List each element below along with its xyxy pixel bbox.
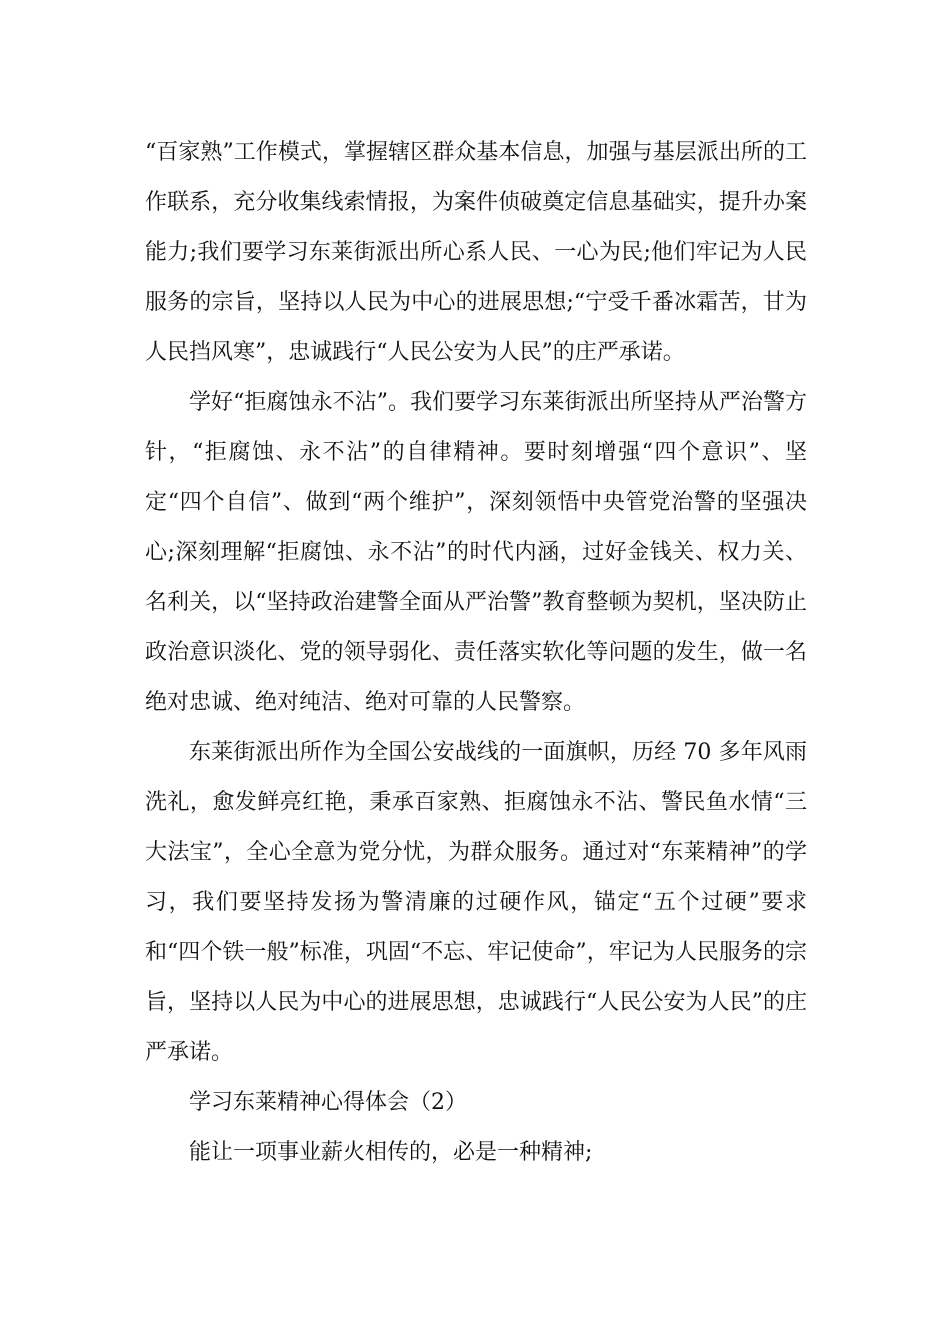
paragraph-spirit-intro: 能让一项事业薪火相传的，必是一种精神;: [189, 1140, 593, 1165]
document-body: [145, 128, 807, 1178]
paragraph-anti-corruption: 学好“拒腐蚀永不沾”。我们要学习东莱街派出所坚持从严治警方针，“拒腐蚀、永不沾”的自律精神。要时刻增强“四个意识”、坚定“四个自信”、做到“两个维护”，深刻领悟中央管党治警的坚强决心;深刻理解“拒腐蚀、永不沾”的时代内涵，过好金钱关、权力关、名利关，以“坚持政治建警全面从严治警”教育整顿为契机，坚决防止政治意识淡化、党的领导弱化、责任落实软化等问题的发生，做一名绝对忠诚、绝对纯洁、绝对可靠的人民警察。: [145, 390, 807, 715]
paragraph-donglai-station: 东莱街派出所作为全国公安战线的一面旗帜，历经 70 多年风雨洗礼，愈发鲜亮红艳，秉承百家熟、拒腐蚀永不沾、警民鱼水情“三大法宝”，全心全意为党分忧，为群众服务。通过对“东莱精神”的学习，我们要坚持发扬为警清廉的过硬作风，锚定“五个过硬”要求和“四个铁一般”标准，巩固“不忘、牢记使命”，牢记为人民服务的宗旨，坚持以人民为中心的进展思想，忠诚践行“人民公安为人民”的庄严承诺。: [145, 740, 807, 1065]
paragraph-continuation: “百家熟”工作模式，掌握辖区群众基本信息，加强与基层派出所的工作联系，充分收集线索情报，为案件侦破奠定信息基础实，提升办案能力;我们要学习东莱街派出所心系人民、一心为民;他们牢记为人民服务的宗旨，坚持以人民为中心的进展思想;“宁受千番冰霜苦，甘为人民挡风寒”，忠诚践行“人民公安为人民”的庄严承诺。: [145, 140, 807, 365]
section-heading: 学习东莱精神心得体会（2）: [189, 1090, 467, 1115]
